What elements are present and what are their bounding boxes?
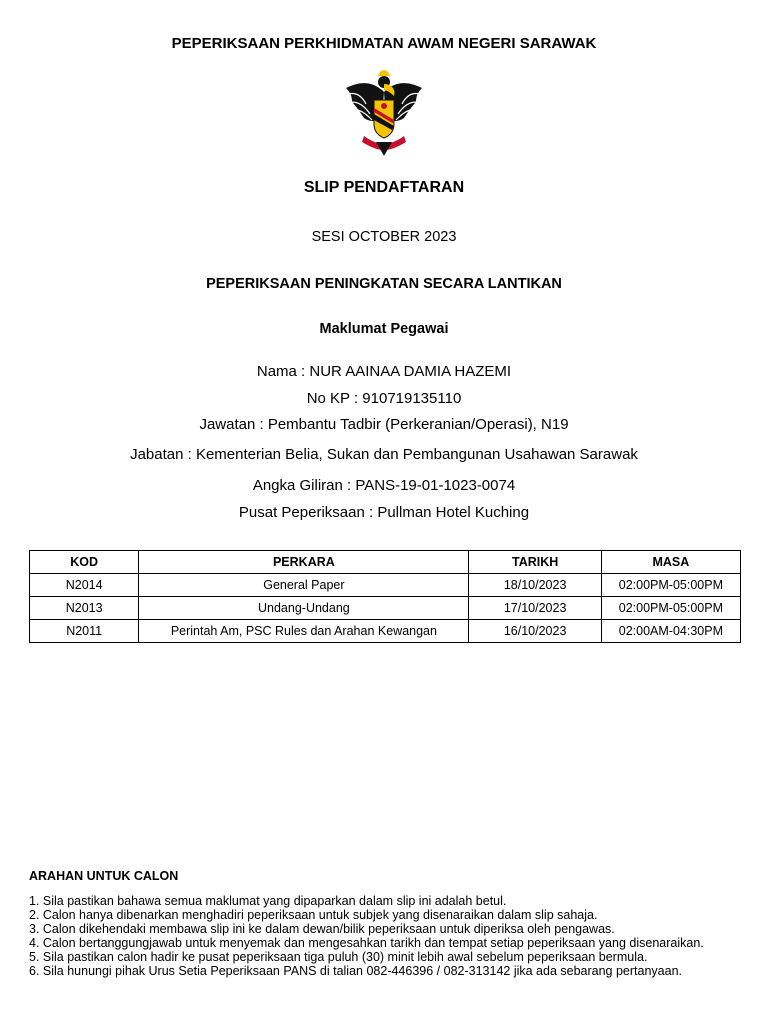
header-tarikh: TARIKH: [469, 551, 601, 574]
header-kod: KOD: [30, 551, 139, 574]
sarawak-coat-of-arms-icon: [334, 62, 434, 162]
officer-ic-number: No KP : 910719135110: [306, 390, 462, 407]
cell-kod: N2014: [30, 574, 139, 597]
cell-perkara: Undang-Undang: [139, 597, 469, 620]
cell-kod: N2011: [30, 620, 139, 643]
header-masa: MASA: [601, 551, 740, 574]
instruction-item: 6. Sila hunungi pihak Urus Setia Peperiksaan PANS di talian 082-446396 / 082-313142 jika ada sebarang pertanyaan.: [29, 964, 682, 978]
cell-masa: 02:00AM-04:30PM: [601, 620, 740, 643]
table-row: [30, 597, 741, 620]
cell-kod: N2013: [30, 597, 139, 620]
officer-index-number: Angka Giliran : PANS-19-01-1023-0074: [252, 477, 516, 494]
instruction-item: 2. Calon hanya dibenarkan menghadiri peperiksaan untuk subjek yang disenaraikan dalam slip sahaja.: [29, 908, 598, 922]
officer-position: Jawatan : Pembantu Tadbir (Perkeranian/Operasi), N19: [199, 416, 569, 433]
session-label: SESI OCTOBER 2023: [311, 229, 457, 245]
officer-name: Nama : NUR AAINAA DAMIA HAZEMI: [256, 363, 512, 380]
cell-tarikh: 18/10/2023: [469, 574, 601, 597]
officer-department: Jabatan : Kementerian Belia, Sukan dan Pembangunan Usahawan Sarawak: [130, 446, 638, 463]
table-row: [30, 620, 741, 643]
instruction-item: 5. Sila pastikan calon hadir ke pusat peperiksaan tiga puluh (30) minit lebih awal sebelum peperiksaan bermula.: [29, 950, 648, 964]
table-header-row: [30, 551, 741, 574]
document-title: SLIP PENDAFTARAN: [303, 179, 465, 196]
cell-tarikh: 17/10/2023: [469, 597, 601, 620]
instruction-item: 4. Calon bertanggungjawab untuk menyemak dan mengesahkan tarikh dan tempat setiap peperiksaan yang disenaraikan.: [29, 936, 704, 950]
header-perkara: PERKARA: [139, 551, 469, 574]
exam-centre: Pusat Peperiksaan : Pullman Hotel Kuching: [238, 504, 530, 521]
table-row: [30, 574, 741, 597]
cell-perkara: Perintah Am, PSC Rules dan Arahan Kewangan: [139, 620, 469, 643]
exam-schedule-table: [29, 550, 741, 643]
instructions-list: [29, 894, 704, 978]
officer-section-title: Maklumat Pegawai: [319, 321, 449, 337]
cell-masa: 02:00PM-05:00PM: [601, 597, 740, 620]
instruction-item: 1. Sila pastikan bahawa semua maklumat yang dipaparkan dalam slip ini adalah betul.: [29, 894, 507, 908]
cell-tarikh: 16/10/2023: [469, 620, 601, 643]
cell-masa: 02:00PM-05:00PM: [601, 574, 740, 597]
cell-perkara: General Paper: [139, 574, 469, 597]
instruction-item: 3. Calon dikehendaki membawa slip ini ke dalam dewan/bilik peperiksaan untuk diperiksa oleh pengawas.: [29, 922, 615, 936]
exam-name: PEPERIKSAAN PENINGKATAN SECARA LANTIKAN: [206, 276, 562, 292]
instructions-title: ARAHAN UNTUK CALON: [29, 869, 179, 883]
organization-title: PEPERIKSAAN PERKHIDMATAN AWAM NEGERI SARAWAK: [171, 35, 597, 52]
